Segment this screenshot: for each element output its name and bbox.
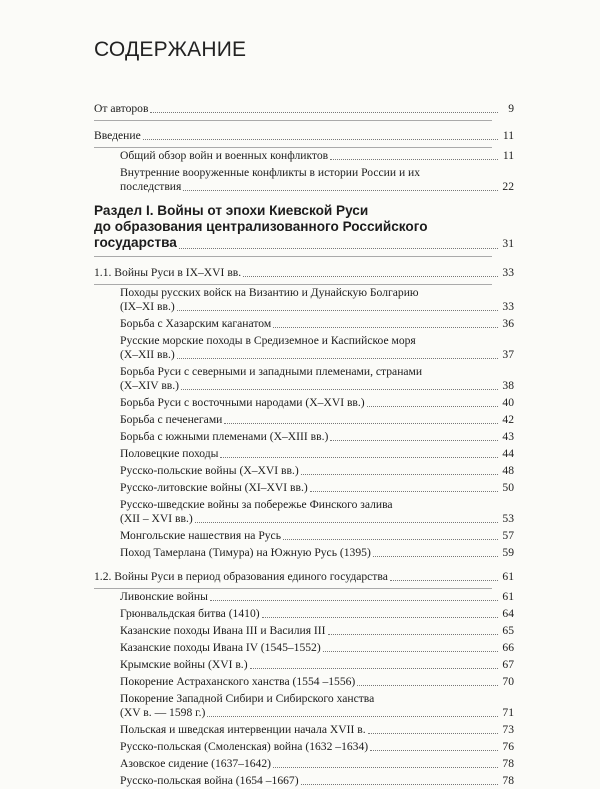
toc-entry-title: Борьба с печенегами bbox=[120, 413, 223, 426]
toc-entry-title: 1.1. Войны Руси в IX–XVI вв. bbox=[94, 266, 242, 279]
toc-entry[interactable] bbox=[94, 102, 514, 120]
toc-entry[interactable] bbox=[94, 624, 514, 639]
toc-page-number: 71 bbox=[502, 706, 514, 719]
toc-page-number: 65 bbox=[502, 624, 514, 637]
toc-entry-title: Русско-польские войны (X–XVI вв.) bbox=[120, 464, 299, 477]
dot-leader bbox=[262, 616, 498, 618]
toc-entry[interactable] bbox=[94, 430, 514, 445]
toc-entry[interactable] bbox=[94, 546, 514, 561]
toc-entry-title: последствия bbox=[120, 180, 182, 193]
toc-entry-title: Борьба с южными племенами (X–XIII вв.) bbox=[120, 430, 329, 443]
toc-entry-title: Половецкие походы bbox=[120, 447, 219, 460]
toc-entry-title: Борьба Руси с восточными народами (X–XVI вв.) bbox=[120, 396, 365, 409]
dot-leader bbox=[328, 633, 498, 635]
toc-entry[interactable] bbox=[94, 317, 514, 332]
toc-entry[interactable] bbox=[94, 723, 514, 738]
toc-page-number: 31 bbox=[502, 237, 514, 250]
toc-page-number: 61 bbox=[502, 570, 514, 583]
toc-page-number: 11 bbox=[502, 149, 514, 162]
toc-entry-title: Общий обзор войн и военных конфликтов bbox=[120, 149, 329, 162]
toc-entry[interactable] bbox=[94, 590, 514, 605]
toc-page-number: 78 bbox=[502, 757, 514, 770]
dot-leader bbox=[177, 309, 498, 311]
dot-leader bbox=[330, 439, 498, 441]
toc-page-number: 48 bbox=[502, 464, 514, 477]
toc-entry[interactable] bbox=[94, 129, 514, 147]
dot-leader bbox=[250, 667, 498, 669]
toc-entry[interactable] bbox=[94, 641, 514, 656]
toc-entry-title: Введение bbox=[94, 129, 141, 142]
toc-entry[interactable] bbox=[94, 774, 514, 789]
toc-entry-title: до образования централизованного Российского bbox=[94, 219, 428, 234]
toc-entry-title: (XII – XVI вв.) bbox=[120, 512, 193, 525]
toc-entry[interactable] bbox=[94, 692, 514, 721]
dot-leader bbox=[181, 388, 498, 390]
toc-entry-title: Борьба с Хазарским каганатом bbox=[120, 317, 272, 330]
dot-leader bbox=[210, 599, 498, 601]
toc-page-number: 9 bbox=[508, 102, 514, 115]
toc-entry[interactable] bbox=[94, 334, 514, 363]
dot-leader bbox=[143, 138, 498, 140]
toc-entry[interactable] bbox=[94, 396, 514, 411]
toc-entry-title: Русско-шведские войны за побережье Финского залива bbox=[120, 498, 393, 511]
table-of-contents bbox=[94, 102, 514, 789]
dot-leader bbox=[273, 326, 498, 328]
toc-entry-title: 1.2. Войны Руси в период образования единого государства bbox=[94, 570, 388, 583]
dot-leader bbox=[183, 189, 498, 191]
dot-leader bbox=[301, 783, 498, 785]
toc-page-number: 37 bbox=[502, 348, 514, 361]
toc-page-number: 22 bbox=[502, 180, 514, 193]
dot-leader bbox=[179, 247, 498, 249]
toc-entry[interactable] bbox=[94, 365, 514, 394]
dot-leader bbox=[310, 490, 498, 492]
toc-page-number: 44 bbox=[502, 447, 514, 460]
toc-entry[interactable] bbox=[94, 447, 514, 462]
toc-page-number: 36 bbox=[502, 317, 514, 330]
toc-entry[interactable] bbox=[94, 607, 514, 622]
toc-page-number: 38 bbox=[502, 379, 514, 392]
toc-entry-title: Покорение Астраханского ханства (1554 –1556) bbox=[120, 675, 356, 688]
toc-entry[interactable] bbox=[94, 675, 514, 690]
toc-entry-title: Ливонские войны bbox=[120, 590, 208, 603]
dot-leader bbox=[224, 422, 498, 424]
toc-page-number: 33 bbox=[502, 266, 514, 279]
toc-entry-title: Крымские войны (XVI в.) bbox=[120, 658, 248, 671]
dot-leader bbox=[177, 357, 498, 359]
toc-page-number: 64 bbox=[502, 607, 514, 620]
toc-entry-title: Русские морские походы в Средиземное и Каспийское моря bbox=[120, 334, 416, 347]
toc-entry-title: Покорение Западной Сибири и Сибирского ханства bbox=[120, 692, 375, 705]
toc-page-number: 11 bbox=[502, 129, 514, 142]
divider bbox=[94, 120, 492, 121]
toc-entry-title: Борьба Руси с северными и западными племенами, странами bbox=[120, 365, 423, 378]
dot-leader bbox=[243, 275, 498, 277]
dot-leader bbox=[368, 732, 498, 734]
dot-leader bbox=[367, 405, 498, 407]
toc-page-number: 59 bbox=[502, 546, 514, 559]
dot-leader bbox=[330, 158, 498, 160]
toc-page-number: 67 bbox=[502, 658, 514, 671]
toc-entry[interactable] bbox=[94, 413, 514, 428]
dot-leader bbox=[357, 684, 498, 686]
toc-entry-title: Грюнвальдская битва (1410) bbox=[120, 607, 260, 620]
dot-leader bbox=[373, 555, 498, 557]
toc-entry-title: (X–XIV вв.) bbox=[120, 379, 180, 392]
toc-entry-title: Казанские походы Ивана III и Василия III bbox=[120, 624, 326, 637]
toc-page-number: 73 bbox=[502, 723, 514, 736]
toc-page-number: 57 bbox=[502, 529, 514, 542]
dot-leader bbox=[207, 715, 498, 717]
toc-entry[interactable] bbox=[94, 658, 514, 673]
toc-page-number: 42 bbox=[502, 413, 514, 426]
toc-page-number: 61 bbox=[502, 590, 514, 603]
dot-leader bbox=[150, 111, 498, 113]
toc-page-number: 50 bbox=[502, 481, 514, 494]
toc-page-number: 40 bbox=[502, 396, 514, 409]
toc-page-number: 70 bbox=[502, 675, 514, 688]
toc-entry-title: Русско-польская (Смоленская) война (1632 –1634) bbox=[120, 740, 369, 753]
divider bbox=[94, 588, 492, 589]
toc-page-number: 53 bbox=[502, 512, 514, 525]
toc-page-number: 33 bbox=[502, 300, 514, 313]
toc-entry[interactable] bbox=[94, 464, 514, 479]
toc-entry-title: (XV в. — 1598 г.) bbox=[120, 706, 206, 719]
toc-entry[interactable] bbox=[94, 481, 514, 496]
toc-entry[interactable] bbox=[94, 498, 514, 527]
toc-entry-title: Монгольские нашествия на Русь bbox=[120, 529, 281, 542]
toc-entry[interactable] bbox=[94, 740, 514, 755]
toc-entry[interactable] bbox=[94, 757, 514, 772]
dot-leader bbox=[283, 538, 498, 540]
dot-leader bbox=[323, 650, 498, 652]
toc-page-number: 43 bbox=[502, 430, 514, 443]
toc-entry[interactable] bbox=[94, 166, 514, 195]
toc-entry[interactable] bbox=[94, 529, 514, 544]
toc-entry[interactable] bbox=[94, 149, 514, 164]
toc-entry-title: (X–XII вв.) bbox=[120, 348, 175, 361]
toc-entry-title: государства bbox=[94, 235, 177, 250]
toc-page-number: 76 bbox=[502, 740, 514, 753]
toc-entry-title: От авторов bbox=[94, 102, 149, 115]
divider bbox=[94, 147, 492, 148]
dot-leader bbox=[195, 521, 498, 523]
toc-entry-title: Азовское сидение (1637–1642) bbox=[120, 757, 272, 770]
page-title: СОДЕРЖАНИЕ bbox=[94, 38, 247, 61]
dot-leader bbox=[220, 456, 498, 458]
divider bbox=[94, 256, 492, 257]
toc-section[interactable] bbox=[94, 203, 514, 256]
toc-entry-title: Русско-польская война (1654 –1667) bbox=[120, 774, 299, 787]
toc-entry-title: Казанские походы Ивана IV (1545–1552) bbox=[120, 641, 321, 654]
toc-entry-title: Раздел I. Войны от эпохи Киевской Руси bbox=[94, 203, 369, 218]
divider bbox=[94, 284, 492, 285]
toc-entry-title: Русско-литовские войны (XI–XVI вв.) bbox=[120, 481, 308, 494]
toc-entry-title: Походы русских войск на Византию и Дунайскую Болгарию bbox=[120, 286, 419, 299]
toc-entry-title: Внутренние вооруженные конфликты в истории России и их bbox=[120, 166, 421, 179]
toc-entry-title: Поход Тамерлана (Тимура) на Южную Русь (1395) bbox=[120, 546, 371, 559]
dot-leader bbox=[390, 579, 498, 581]
toc-entry[interactable] bbox=[94, 266, 514, 284]
toc-entry-title: Польская и шведская интервенции начала XVII в. bbox=[120, 723, 366, 736]
toc-page-number: 66 bbox=[502, 641, 514, 654]
toc-entry-title: (IX–XI вв.) bbox=[120, 300, 175, 313]
dot-leader bbox=[273, 766, 498, 768]
dot-leader bbox=[370, 749, 498, 751]
toc-entry[interactable] bbox=[94, 570, 514, 588]
toc-entry[interactable] bbox=[94, 286, 514, 315]
toc-page-number: 78 bbox=[502, 774, 514, 787]
dot-leader bbox=[301, 473, 498, 475]
